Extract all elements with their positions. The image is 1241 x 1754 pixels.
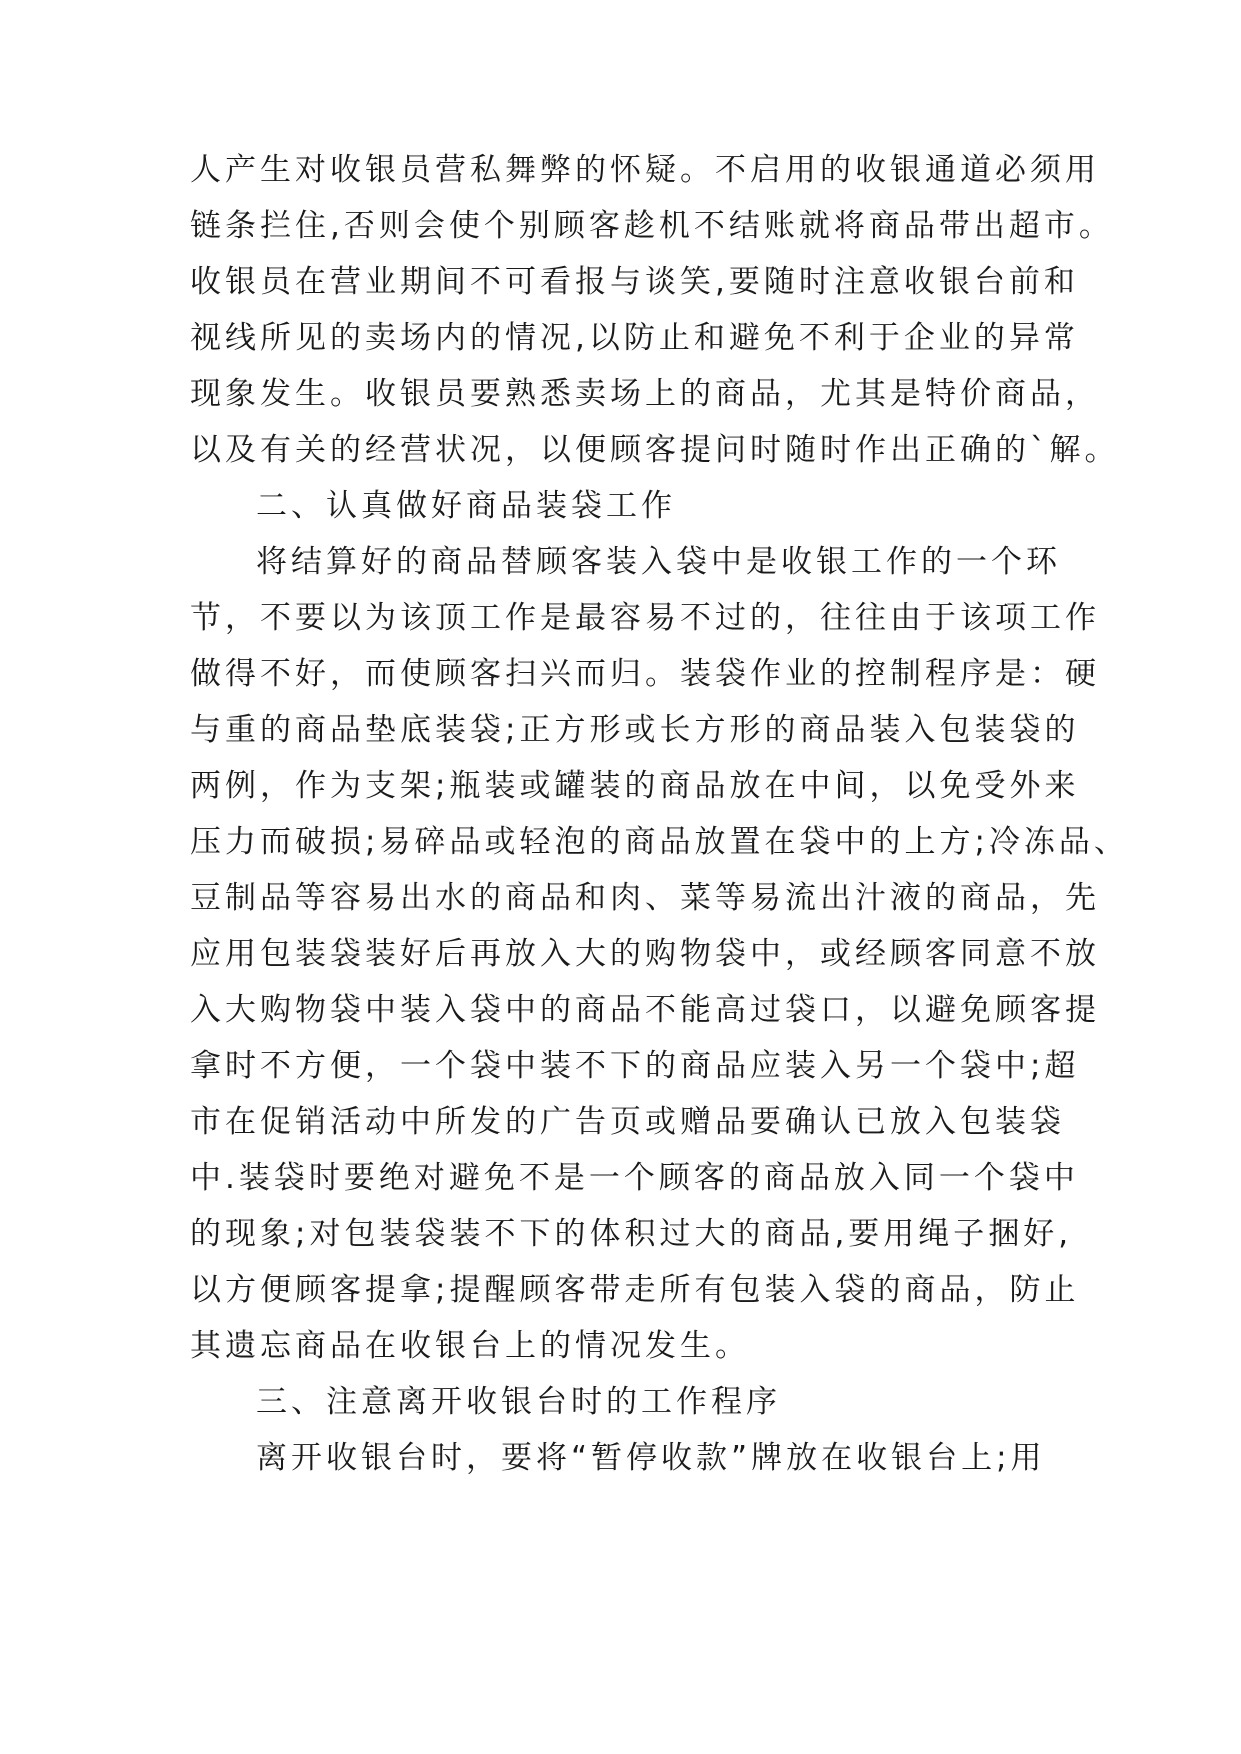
text-line: 豆制品等容易出水的商品和肉、菜等易流出汁液的商品，先 [190, 880, 1100, 916]
text-line: 人产生对收银员营私舞弊的怀疑。不启用的收银通道必须用 [190, 152, 1100, 188]
text-line: 其遗忘商品在收银台上的情况发生。 [190, 1328, 750, 1364]
text-line: 压力而破损;易碎品或轻泡的商品放置在袋中的上方;冷冻品、 [190, 824, 1129, 860]
text-line: 与重的商品垫底装袋;正方形或长方形的商品装入包装袋的 [190, 712, 1080, 748]
text-line: 视线所见的卖场内的情况,以防止和避免不利于企业的异常 [190, 320, 1079, 356]
text-line: 以方便顾客提拿;提醒顾客带走所有包装入袋的商品，防止 [190, 1272, 1080, 1308]
text-line: 入大购物袋中装入袋中的商品不能高过袋口，以避免顾客提 [190, 992, 1100, 1028]
text-line: 现象发生。收银员要熟悉卖场上的商品，尤其是特价商品， [190, 376, 1100, 412]
text-line: 做得不好，而使顾客扫兴而归。装袋作业的控制程序是：硬 [190, 656, 1100, 692]
paragraph-start-line: 离开收银台时，要将“暂停收款”牌放在收银台上;用 [256, 1440, 1046, 1476]
text-line: 中.装袋时要绝对避免不是一个顾客的商品放入同一个袋中 [190, 1160, 1079, 1196]
text-line: 市在促销活动中所发的广告页或赠品要确认已放入包装袋 [190, 1104, 1065, 1140]
text-line: 的现象;对包装袋装不下的体积过大的商品,要用绳子捆好, [190, 1216, 1073, 1252]
text-line: 应用包装袋装好后再放入大的购物袋中，或经顾客同意不放 [190, 936, 1100, 972]
text-line: 两例，作为支架;瓶装或罐装的商品放在中间，以免受外来 [190, 768, 1080, 804]
paragraph-start-line: 二、认真做好商品装袋工作 [256, 488, 676, 524]
text-line: 收银员在营业期间不可看报与谈笑,要随时注意收银台前和 [190, 264, 1079, 300]
text-line: 拿时不方便，一个袋中装不下的商品应装入另一个袋中;超 [190, 1048, 1080, 1084]
text-line: 节，不要以为该顶工作是最容易不过的，往往由于该项工作 [190, 600, 1100, 636]
paragraph-start-line: 将结算好的商品替顾客装入袋中是收银工作的一个环 [256, 544, 1061, 580]
text-line: 以及有关的经营状况，以便顾客提问时随时作出正确的`解。 [190, 432, 1120, 468]
paragraph-start-line: 三、注意离开收银台时的工作程序 [256, 1384, 781, 1420]
text-line: 链条拦住,否则会使个别顾客趁机不结账就将商品带出超市。 [190, 208, 1114, 244]
